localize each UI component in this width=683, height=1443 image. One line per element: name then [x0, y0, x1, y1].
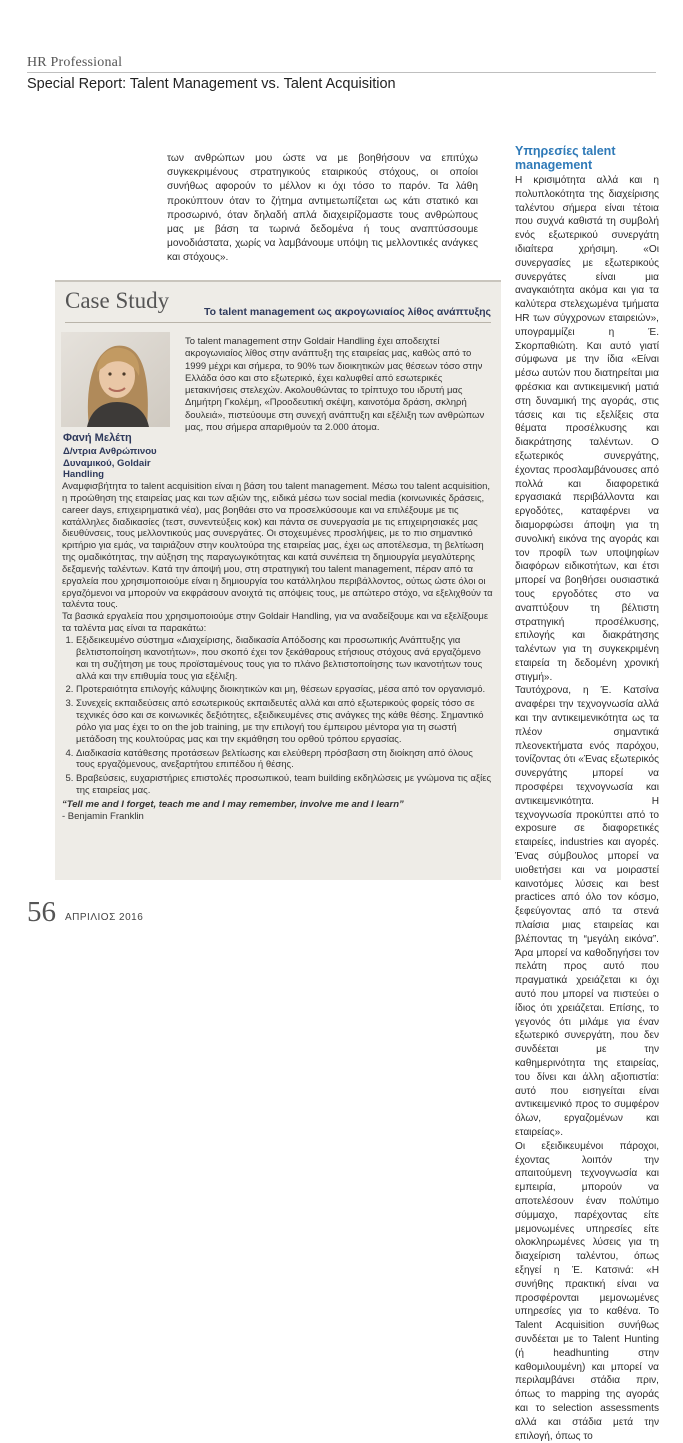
page-number: 56 [27, 896, 56, 928]
portrait-image [61, 332, 170, 427]
magazine-kicker: HR Professional [27, 55, 123, 70]
intro-paragraph: των ανθρώπων μου ώστε να με βοηθήσουν να επιτύχω συγκεκριμένους στρατηγικούς εταιρικούς στόχους, οι οποίοι συνήθως αφορούν το μέλλον κι όχι τόσο το παρόν. Τα λάθη προκύπτουν όταν το ζήτημα αντιμετωπίζεται ως κάτι στατικό και προσωρινό, όταν δηλαδή απλά διαχειρίζομαστε τους ανθρώπους μας με βάση τα τωρινά δεδομένα ή τους αναπτύσσουμε μονοδιάστατα, χωρίς να λαμβάνουμε υπόψη τις μελλοντικές ανάγκες και στόχους». [167, 153, 478, 264]
article-paragraph: Ταυτόχρονα, η Έ. Κατσίνα αναφέρει την τεχνογνωσία αλλά και την αντικειμενικότητα ως τα πλέον σημαντικά πλεονεκτήματα ενός παρόχου, τονίζοντας ότι «Ένας εξωτερικός συνεργάτης μπορεί να προσφέρει τεχνογνωσία και αντικειμενικότητα. Η τεχνογνωσία προκύπτει από το exposure σε διαφορετικές εταιρείες, industries και αγορές. Ένας σύμβουλος μπορεί να υιοθετήσει και να μοιραστεί καινοτόμες λύσεις και best practices από όλο τον κόσμο, ξεφεύγοντας από τα στενά πλαίσια μιας εταιρείας και βλέποντας τη “μεγάλη εικόνα”. Άρα μπορεί να καθοδηγήσει τον πελάτη προς αυτό που πραγματικά χρειάζεται κι όχι αυτό που μπορεί να πιστεύει ο ίδιος ότι χρειάζεται. Επίσης, το γεγονός ότι μιλάμε για έναν εξωτερικό συνεργάτη, που δεν συνδέεται με την καθημερινότητα της εταιρείας, του δίνει και άλλη αξιοπιστία: αυτό που εισηγείται είναι αντικειμενικό προς το συμφέρον όλων, εργαζομένων και εταιρείας». [515, 685, 659, 1138]
issue-date: ΑΠΡΙΛΙΟΣ 2016 [65, 912, 144, 923]
case-study-body [62, 481, 494, 823]
list-item: 2. Προτεραιότητα επιλογής κάλυψης διοικητικών και μη, θέσεων εργασίας, μέσα από τον οργανισμό. [76, 684, 494, 696]
case-study-subtitle: Το talent management ως ακρογωνιαίος λίθος ανάπτυξης [203, 306, 491, 318]
quote: “Tell me and I forget, teach me and I may remember, involve me and I learn” [62, 798, 404, 810]
right-column [515, 144, 659, 1443]
list-item: 3. Συνεχείς εκπαιδεύσεις από εσωτερικούς εκπαιδευτές αλλά και από εξωτερικούς φορείς τόσο σε τεχνικές όσο και σε κοινωνικές δεξιότητες, εξειδικευμένες στις ανάγκες της κάθε θέσης. Σημαντικό ρόλο για μας έχει το on the job training, με την επιλογή του έμπειρου μέντορα για τη σωστή μετάδοση της κουλτούρας μας και την εκμάθηση του ορθού τρόπου εργασίας. [76, 698, 494, 745]
quote-author: - Benjamin Franklin [62, 810, 144, 822]
list-item: 5. Βραβεύσεις, ευχαριστήριες επιστολές προσωπικού, team building εκδηλώσεις με γνώμονα τις αξίες της εταιρείας μας. [76, 773, 494, 797]
case-study-lead: Το talent management στην Goldair Handling έχει αποδειχτεί ακρογωνιαίος λίθος στην ανάπτυξη της εταιρείας μας, καθώς από το 1999 μέχρι και σήμερα, το 90% των διοικητικών μας θέσεων τόσο στην Ελλάδα όσο και στο εξωτερικό, έχει καλυφθεί από εσωτερικές μετακινήσεις στελεχών. Ακολουθώντας το τρίπτυχο του ιδρυτή μας Δημήτρη Γκολέμη, «Προοδευτική σκέψη, καινοτόμα δράση, σκληρή δουλειά», πιστεύουμε στη συνεχή ανάπτυξη και εξέλιξη των ανθρώπων μας, που σήμερα απαριθμούν τα 2.000 άτομα. [185, 336, 485, 434]
section-heading: Υπηρεσίες talent management [515, 144, 616, 172]
header-rule [27, 72, 656, 73]
subtitle-rule [65, 322, 491, 323]
list-item: 4. Διαδικασία κατάθεσης προτάσεων βελτίωσης και ελεύθερη πρόσβαση στη διοίκηση από όλους τους εργαζόμενους, ανεξαρτήτου επιπέδου ή θέσης. [76, 748, 494, 772]
case-paragraph: Αναμφισβήτητα το talent acquisition είναι η βάση του talent management. Μέσω του talent acquisition, η προώθηση της εταιρείας μας και των αξιών της, ειδικά μέσω των social media (κοινωνικές δράσεις, career days, επιχειρηματικά νέα), μας βοηθάει στο να προσελκύσουμε και να επιλέξουμε με τις κατάλληλες διαδικασίες (τεστ, συνεντεύξεις κοκ) και πάντα σε συνεργασία με τις επιχειρησιακές μας διευθύνσεις, τους μελλοντικούς μας συνεργάτες. Οι στοχευμένες προσλήψεις, με το πιο σημαντικό κριτήριο για εμάς, να ταιριάζουν στην κουλτούρα της εταιρείας μας, έχει ως αποτέλεσμα, τη βελτίωση της ομαδικότητας, την αύξηση της παραγωγικότητας και κατά συνέπεια τη δημιουργία μεγαλύτερης δεξαμενής ταλέντων. Κατά την άποψή μου, στη στρατηγική του talent management, πέραν από τα εργαλεία που χρησιμοποιούμε είναι η δημιουργία του κατάλληλου περιβάλλοντος, ούτως ώστε όλοι οι εργαζόμενοι να μπορούν να εκφράσουν ανοιχτά τις απόψεις τους, με απώτερο στόχο, να εξελιχθούν τα ταλέντα τους. [62, 481, 493, 611]
person-photo [61, 332, 170, 427]
article-paragraph: Οι εξειδικευμένοι πάροχοι, έχοντας λοιπόν την απαιτούμενη τεχνογνωσία και εμπειρία, μπορούν να αποτελέσουν έναν πολύτιμο σύμμαχο, παρέχοντας είτε μεμονωμένες υπηρεσίες είτε ολοκληρωμένες λύσεις για τη διαχείριση ταλέντου, όπως εξηγεί η Έ. Κατσινά: «Η συνήθης πρακτική είναι να προσφέρονται μεμονωμένες υπηρεσίες για το καθένα. Το Talent Acquisition συνήθως συνδέεται με το Talent Hunting (ή headhunting στην καθομιλουμένη) και μπορεί να περιλαμβάνει στάδια πριν, όπως το mapping της αγοράς και το selection assessments αλλά και στάδια μετά την επιλογή, όπως το [515, 1140, 659, 1442]
case-paragraph: Τα βασικά εργαλεία που χρησιμοποιούμε στην Goldair Handling, για να αναδείξουμε και να εξελίξουμε τα ταλέντα μας είναι τα παρακάτω: [62, 611, 489, 635]
case-study-title: Case Study [65, 288, 170, 313]
list-item: 1. Εξιδεικευμένο σύστημα «Διαχείρισης, διαδικασία Απόδοσης και προσωπικής Ανάπτυξης για βελτιστοποίηση ικανοτήτων», που σκοπό έχει τον ξεκάθαρους ετήσιους στόχους ανά εργαζόμενο και τη συζήτηση με τους προϊσταμένους τους για το πλάνο βελτιστοποίησης των ικανοτήτων τους αλλά και την επιθυμία τους για εξέλιξη. [76, 635, 494, 682]
case-study-box [55, 280, 501, 880]
person-role: Δ/ντρια Ανθρώπινου Δυναμικού, Goldair Handling [63, 446, 157, 480]
page-title: Special Report: Talent Management vs. Talent Acquisition [27, 76, 396, 92]
tools-list [62, 635, 494, 797]
person-name: Φανή Μελέτη [63, 432, 132, 444]
article-paragraph: Η κρισιμότητα αλλά και η πολυπλοκότητα της διαχείρισης ταλέντου σήμερα είναι τέτοια που συχνά καθιστά τη συμβολή ενός εξωτερικού συνεργάτη ιδιαίτερα χρήσιμη. «Οι συνεργασίες με εξωτερικούς συνεργάτες είναι μια αναγκαιότητα ακόμα και για τα καλύτερα στελεχωμένα τμήματα HR των σύγχρονων εταιρειών», υπογραμμίζει η Έ. Σκορπαθιώτη. Και αυτό γιατί σύμφωνα με την ίδια «Είναι μέσω αυτών που διατηρείται μια φρέσκια και αντικειμενική ματιά στη δυναμική της αγοράς, στις τάσεις και τις εξελίξεις στα θέματα προσέλκυσης και διακράτησης ταλέντων. Ο εξωτερικός συνεργάτης, έχοντας προσλαμβάνουσες από πολλά και διαφορετικά εργασιακά περιβάλλοντα και εργοδότες, καταφέρνει να διαμορφώσει άποψη για τη συνολική εικόνα της αγοράς και τον προφίλ των υποψηφίων διαφόρων ειδικοτήτων, και έτσι μπορεί να βοηθήσει ουσιαστικά τους εργοδότες στο να αναπτύξουν τη βέλτιστη στρατηγική προσέλκυσης, επιλογής και διακράτησης ταλέντων για τη συγκεκριμένη εταιρεία τη δεδομένη χρονική στιγμή». [515, 175, 659, 683]
